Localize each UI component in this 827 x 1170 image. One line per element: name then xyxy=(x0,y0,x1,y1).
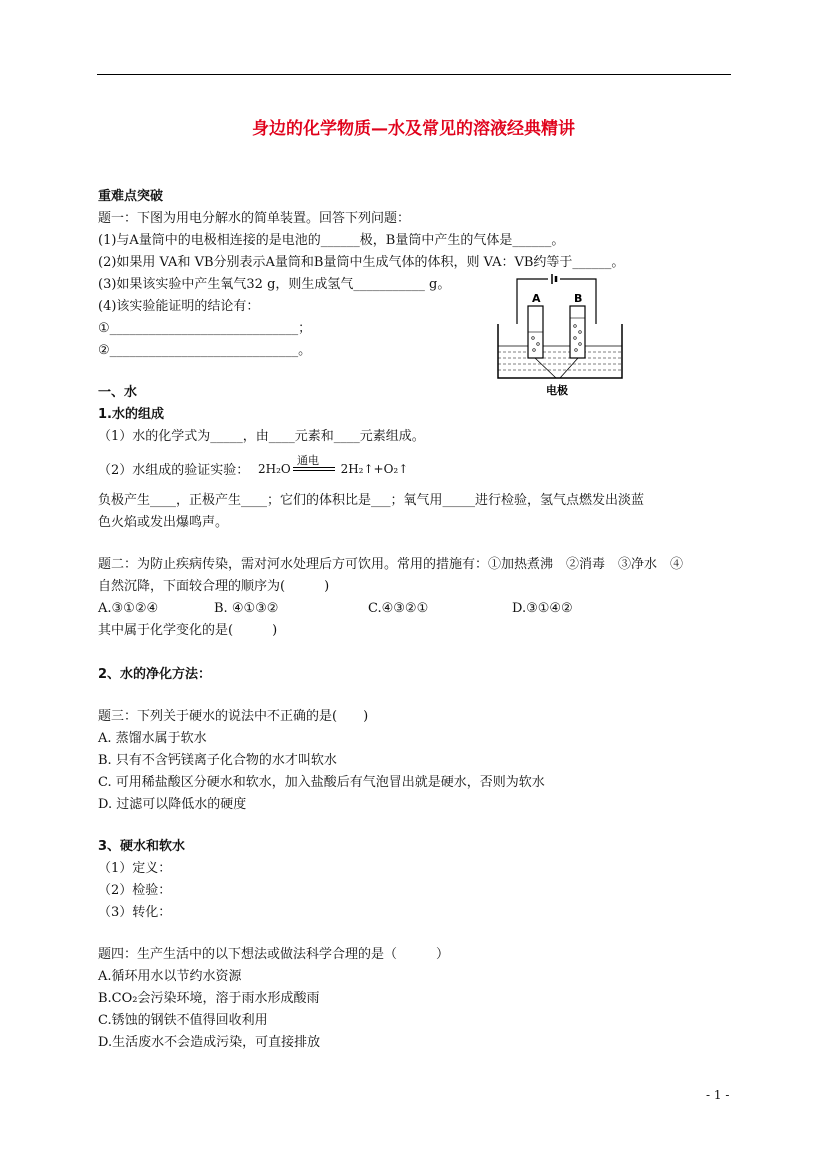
q2-stem-2: 自然沉降，下面较合理的顺序为( ) xyxy=(98,579,330,594)
sec3-line-1: （1）定义： xyxy=(98,861,172,876)
q3-option-d: D. 过滤可以降低水的硬度 xyxy=(98,797,247,812)
section-key-heading: 重难点突破 xyxy=(98,189,164,204)
q1-stem: 题一：下图为用电分解水的简单装置。回答下列问题： xyxy=(98,211,411,226)
tube-label-a: A xyxy=(532,292,541,305)
sec3-line-3: （3）转化： xyxy=(98,905,172,920)
tube-label-b: B xyxy=(574,292,583,305)
q1-line-2: (2)如果用 VA和 VB分别表示A量筒和B量筒中生成气体的体积，则 VA：VB约等于______。 xyxy=(98,255,625,270)
section-1-subheading: 1.水的组成 xyxy=(98,407,164,422)
electrode-caption: 电极 xyxy=(546,384,568,397)
header-rule xyxy=(97,74,731,75)
electrolysis-apparatus-figure xyxy=(490,274,630,400)
q3-option-c: C. 可用稀盐酸区分硬水和软水，加入盐酸后有气泡冒出就是硬水，否则为软水 xyxy=(98,775,545,790)
q1-line-5: ①_____________________________； xyxy=(98,321,312,336)
electrolysis-equation xyxy=(258,454,409,476)
q1-line-6: ②_____________________________。 xyxy=(98,343,312,358)
q3-option-b: B. 只有不含钙镁离子化合物的水才叫软水 xyxy=(98,753,337,768)
q2-option-a: A.③①②④ xyxy=(98,601,159,616)
q1-line-3: (3)如果该实验中产生氧气32 g，则生成氢气___________ g。 xyxy=(98,277,451,292)
q2-extra: 其中属于化学变化的是( ) xyxy=(98,623,278,638)
q4-option-d: D.生活废水不会造成污染，可直接排放 xyxy=(98,1035,321,1050)
section-2-heading: 2、水的净化方法： xyxy=(98,667,212,682)
q4-option-c: C.锈蚀的钢铁不值得回收利用 xyxy=(98,1013,268,1028)
equation-left: 2H₂O xyxy=(258,462,291,476)
sec3-line-2: （2）检验： xyxy=(98,883,172,898)
section-1-heading: 一、水 xyxy=(98,385,138,400)
section-3-heading: 3、硬水和软水 xyxy=(98,839,186,854)
equation-right: 2H₂↑+O₂↑ xyxy=(340,462,409,476)
sec1-line-3: 负极产生____，正极产生____；它们的体积比是___；氧气用_____进行检验，氢气点燃发出淡蓝 xyxy=(98,493,645,508)
q4-stem: 题四：生产生活中的以下想法或做法科学合理的是（ ） xyxy=(98,947,450,962)
page-title: 身边的化学物质—水及常见的溶液经典精讲 xyxy=(252,119,575,139)
q1-line-4: (4)该实验能证明的结论有： xyxy=(98,299,260,314)
q2-option-c: C.④③②① xyxy=(368,601,429,616)
q1-line-1: (1)与A量筒中的电极相连接的是电池的______极，B量筒中产生的气体是______。 xyxy=(98,233,565,248)
q3-option-a: A. 蒸馏水属于软水 xyxy=(98,731,207,746)
q2-stem-1: 题二：为防止疾病传染，需对河水处理后方可饮用。常用的措施有：①加热煮沸 ②消毒 ③净水 ④ xyxy=(98,557,684,572)
sec1-line-2-prefix: （2）水组成的验证实验： xyxy=(98,463,250,478)
equation-arrow xyxy=(293,467,335,471)
q2-option-b: B. ④①③② xyxy=(214,601,279,616)
equation-condition: 通电 xyxy=(297,454,319,467)
q4-option-a: A.循环用水以节约水资源 xyxy=(98,969,242,984)
page-number: - 1 - xyxy=(706,1088,730,1102)
q4-option-b: B.CO₂会污染环境，溶于雨水形成酸雨 xyxy=(98,991,320,1006)
q3-stem: 题三：下列关于硬水的说法中不正确的是( ) xyxy=(98,709,369,724)
sec1-line-1: （1）水的化学式为_____，由____元素和____元素组成。 xyxy=(98,429,425,444)
q2-option-d: D.③①④② xyxy=(512,601,573,616)
sec1-line-4: 色火焰或发出爆鸣声。 xyxy=(98,515,229,530)
